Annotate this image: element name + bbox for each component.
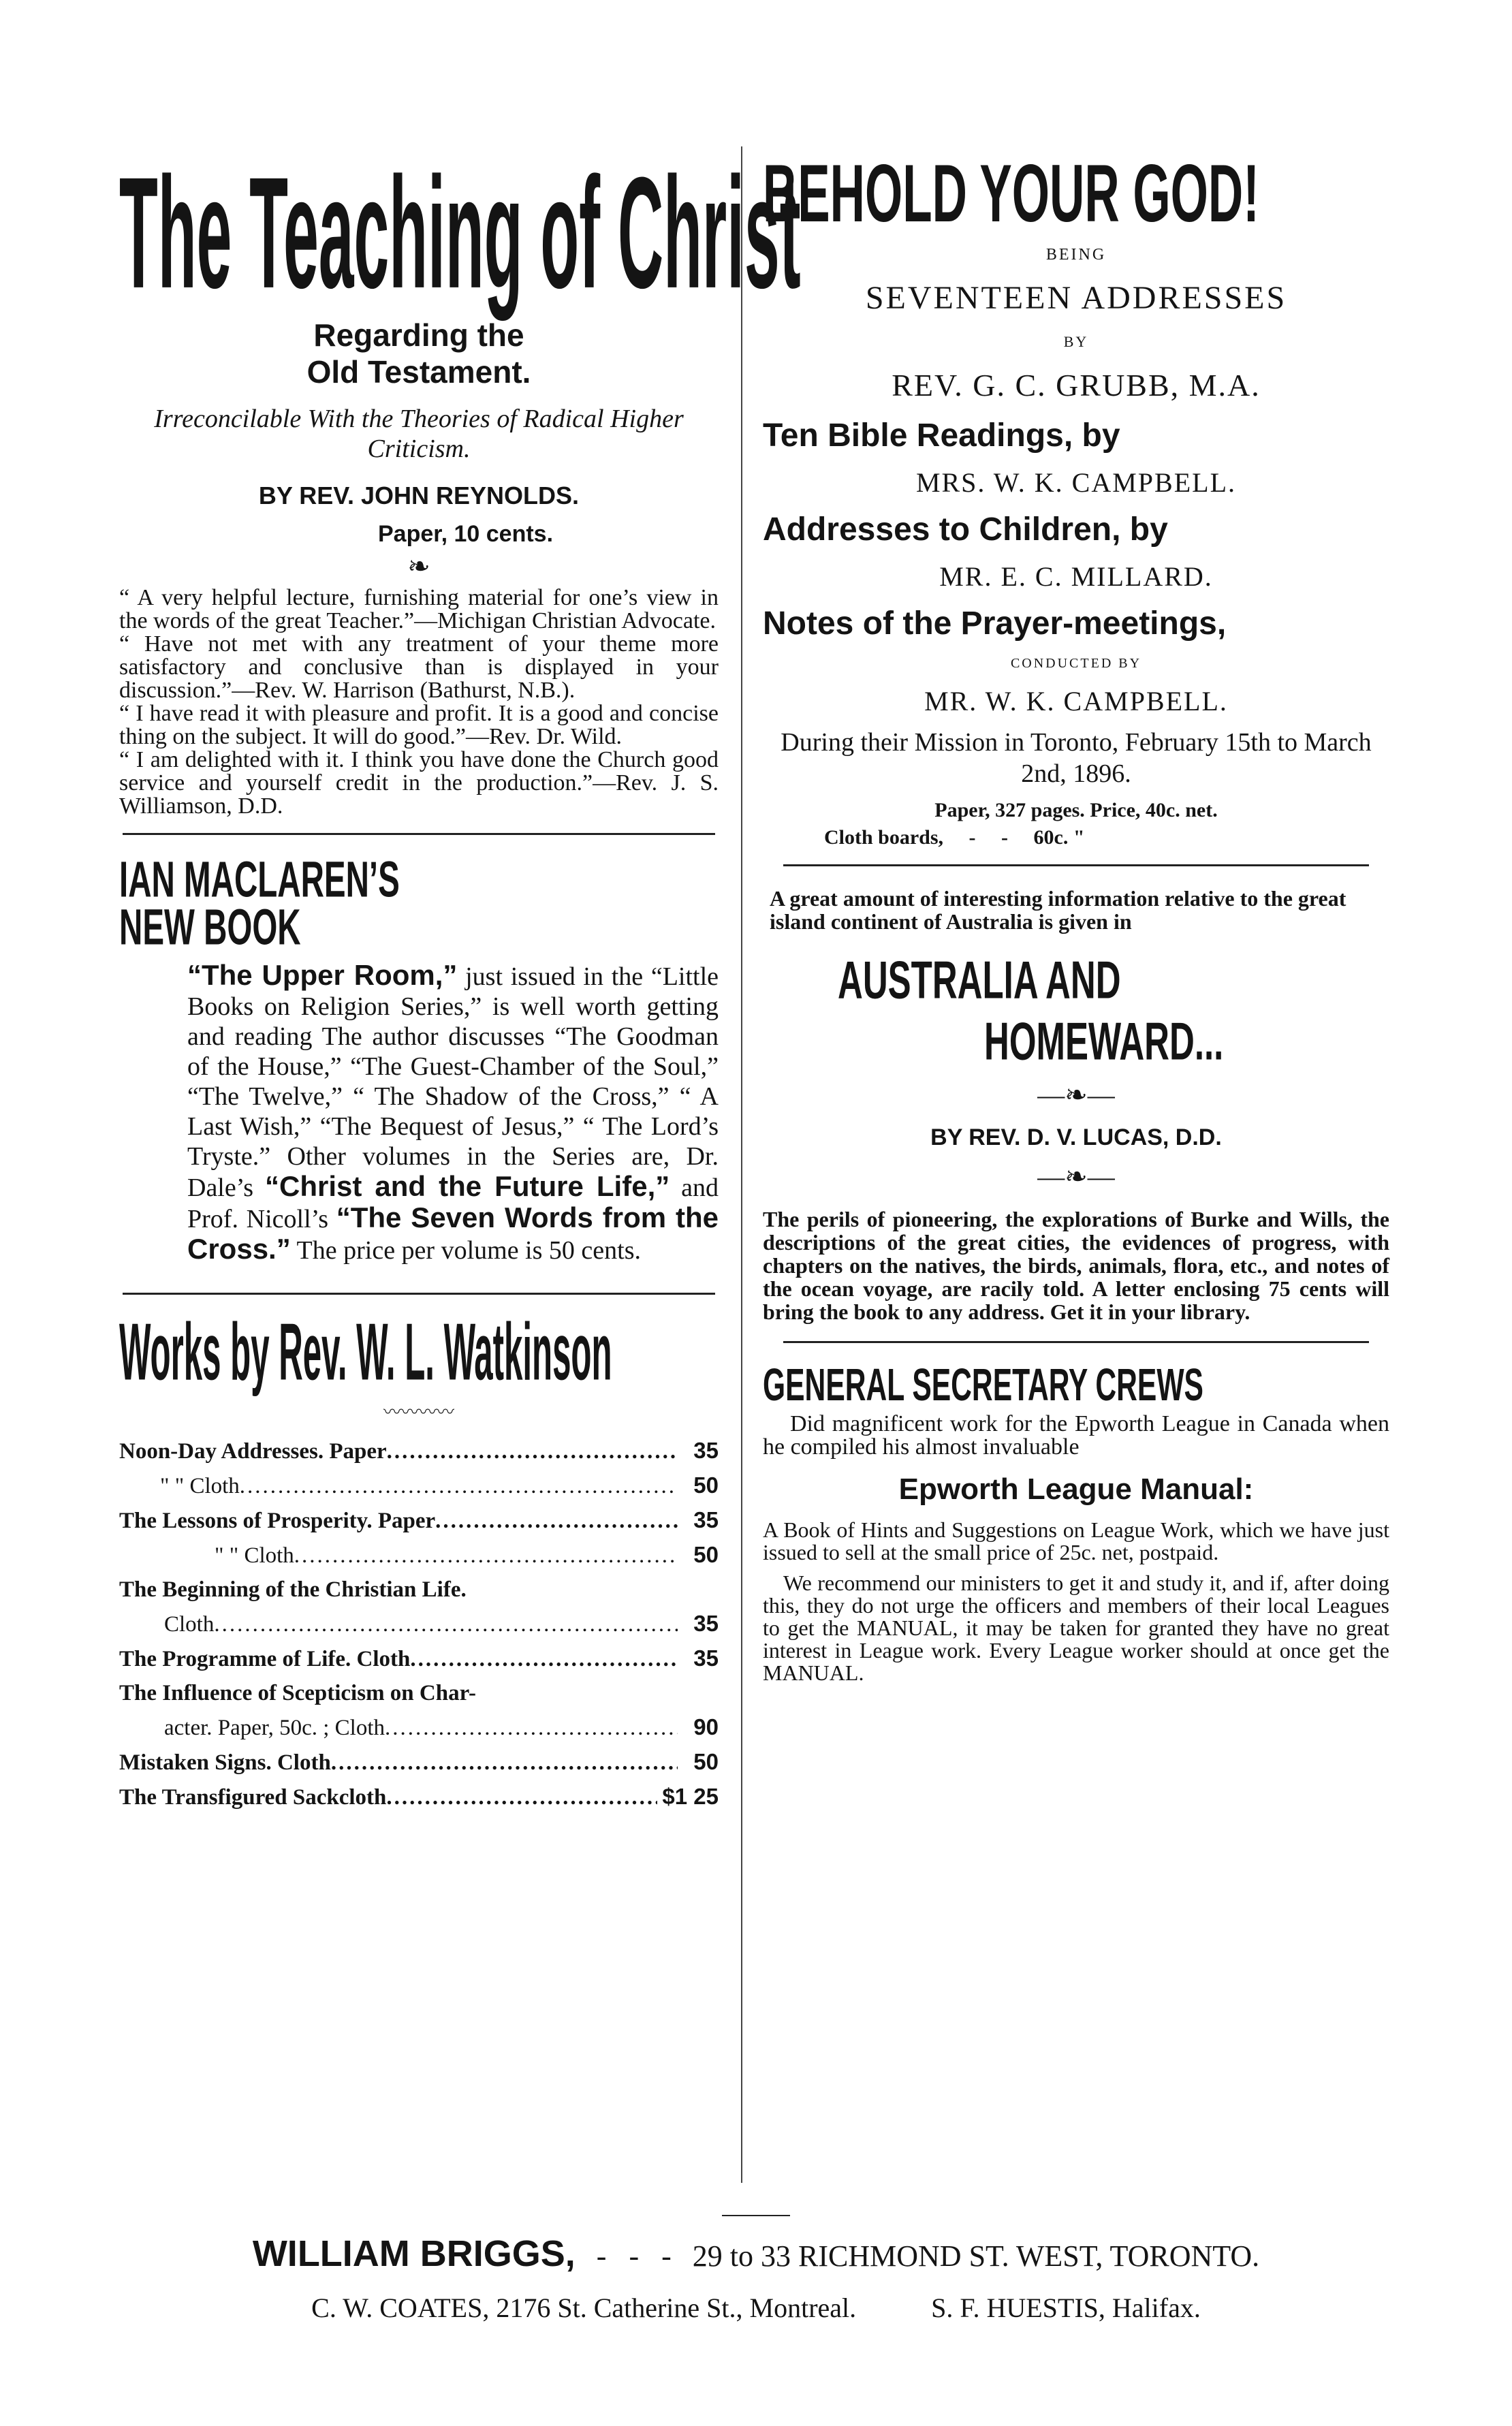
teaching-author: BY REV. JOHN REYNOLDS. bbox=[258, 482, 580, 509]
teaching-subtitle-1: Regarding the bbox=[313, 317, 524, 353]
manual-recommendation: We recommend our ministers to get it and study it, and if, after doing this, they do not urge the officers and members of their local Leagues to get the MANUAL, it may be taken for granted they have no great interest in League work. Every League worker should at once get the MANUAL. bbox=[763, 1571, 1389, 1685]
paper-price: Paper, 327 pages. Price, 40c. net. bbox=[934, 799, 1218, 821]
millard-name: MR. E. C. MILLARD. bbox=[939, 561, 1213, 592]
children-heading: Addresses to Children, by bbox=[763, 511, 1168, 548]
manual-title: Epworth League Manual: bbox=[898, 1472, 1254, 1506]
maclaren-text-2: and Prof. Nicoll’s bbox=[187, 1173, 719, 1233]
maclaren-body bbox=[187, 960, 719, 1265]
flourish-ornament-icon: 〰〰〰〰 bbox=[383, 1402, 454, 1422]
list-item: acter. Paper, 50c. ; Cloth ..... 90 bbox=[119, 1710, 719, 1745]
teaching-subtitle-2: Old Testament. bbox=[306, 354, 531, 390]
teaching-ad bbox=[119, 144, 801, 819]
mr-campbell: MR. W. K. CAMPBELL. bbox=[924, 686, 1228, 716]
section-rule bbox=[123, 1293, 715, 1295]
australia-ad bbox=[763, 887, 1389, 1323]
prayer-meetings-heading: Notes of the Prayer-meetings, bbox=[763, 605, 1227, 642]
australia-title-1: AUSTRALIA AND bbox=[838, 950, 1121, 1010]
list-item: " " Cloth ..... 50 bbox=[119, 1468, 719, 1503]
crews-intro: Did magnificent work for the Epworth League in Canada when he compiled his almost invaluable bbox=[763, 1411, 1389, 1460]
manual-description: A Book of Hints and Suggestions on League Work, which we have just issued to sell at the small price of 25c. net, postpaid. bbox=[763, 1517, 1389, 1564]
quote-harrison: “ Have not met with any treatment of your theme more satisfactory and conclusive than is displayed in your discussion.”—Rev. W. Harrison (Bathurst, N.B.). bbox=[119, 631, 719, 703]
watkinson-ad bbox=[119, 1307, 719, 1814]
leaf-ornament-icon: ❧ bbox=[407, 551, 430, 582]
maclaren-heading-1: IAN MACLAREN’S bbox=[119, 851, 400, 908]
australia-description: The perils of pioneering, the explorations of Burke and Wills, the descriptions of the great cities, the evidences of progress, with chapters on the natives, the birds, animals, flora, etc., and notes of the ocean voyage, are racily told. A letter enclosing 75 cents will bring the book to any address. Get it in your library. bbox=[763, 1207, 1389, 1324]
halifax-branch: S. F. HUESTIS, Halifax. bbox=[931, 2293, 1201, 2323]
australia-title-2: HOMEWARD... bbox=[984, 1011, 1224, 1071]
crews-ad bbox=[763, 1359, 1389, 1685]
list-item: Cloth ..... 35 bbox=[119, 1607, 719, 1641]
publisher-name: WILLIAM BRIGGS, bbox=[252, 2233, 576, 2274]
list-item: Noon-Day Addresses. Paper ..... 35 bbox=[119, 1434, 719, 1468]
grubb-name: REV. G. C. GRUBB, M.A. bbox=[892, 368, 1261, 403]
maclaren-ad bbox=[119, 851, 719, 1265]
christ-future-life-title: “Christ and the Future Life,” bbox=[264, 1170, 670, 1202]
mission-dates: During their Mission in Toronto, February 15th to March 2nd, 1896. bbox=[781, 728, 1372, 788]
leaf-ornament-icon: —❧— bbox=[1037, 1161, 1115, 1192]
leaf-ornament-icon: —❧— bbox=[1037, 1080, 1115, 1110]
list-item: " " Cloth ..... 50 bbox=[119, 1538, 719, 1573]
teaching-tagline: Irreconcilable With the Theories of Radical Higher Criticism. bbox=[154, 405, 684, 463]
lucas-author: BY REV. D. V. LUCAS, D.D. bbox=[930, 1124, 1222, 1150]
behold-title: BEHOLD YOUR GOD! bbox=[763, 148, 1259, 240]
list-item: The Lessons of Prosperity. Paper ..... 35 bbox=[119, 1503, 719, 1538]
being-label: BEING bbox=[1045, 246, 1107, 264]
montreal-branch: C. W. COATES, 2176 St. Catherine St., Montreal. bbox=[311, 2293, 857, 2323]
section-rule bbox=[123, 833, 715, 835]
watkinson-heading: Works by Rev. W. L. Watkinson bbox=[119, 1307, 612, 1398]
publisher-address: 29 to 33 RICHMOND ST. WEST, TORONTO. bbox=[692, 2239, 1260, 2273]
list-item: The Programme of Life. Cloth ..... 35 bbox=[119, 1641, 719, 1676]
behold-ad bbox=[763, 148, 1389, 849]
quote-michigan: “ A very helpful lecture, furnishing material for one’s view in the words of the great Teacher.”—Michigan Christian Advocate. bbox=[119, 585, 719, 633]
list-item: Mistaken Signs. Cloth ..... 50 bbox=[119, 1745, 719, 1780]
footer-dashes: - - - bbox=[596, 2239, 672, 2273]
bible-readings-heading: Ten Bible Readings, by bbox=[763, 418, 1120, 454]
quote-williamson: “ I am delighted with it. I think you have done the Church good service and yourself credit in the production.”—Rev. J. S. Williamson, D.D. bbox=[119, 747, 719, 819]
cloth-price: Cloth boards, - - 60c. " bbox=[824, 826, 1085, 849]
maclaren-heading-2: NEW BOOK bbox=[119, 898, 301, 956]
list-item: The Transfigured Sackcloth ..... $1 25 bbox=[119, 1780, 719, 1814]
maclaren-text-1: just issued in the “Little Books on Religion Series,” is well worth getting and reading The author discusses “The Goodman of the House,” “The Guest-Chamber of the Soul,” “The Twelve,” “ The Shadow of the Cross,” “ A Last Wish,” “The Bequest of Jesus,” “ The Lord’s Tryste.” Other volumes in the Series are, Dr. Dale’s bbox=[187, 962, 719, 1202]
seventeen-addresses: SEVENTEEN ADDRESSES bbox=[865, 280, 1287, 316]
works-list bbox=[119, 1434, 719, 1814]
quote-wild: “ I have read it with pleasure and profit. It is a good and concise thing on the subject. It will do good.”—Rev. Dr. Wild. bbox=[119, 701, 719, 749]
teaching-title: The Teaching of Christ bbox=[119, 144, 801, 321]
right-column bbox=[763, 148, 1389, 1685]
conducted-by-label: CONDUCTED BY bbox=[1010, 656, 1142, 671]
section-rule bbox=[783, 864, 1369, 866]
maclaren-text-3: The price per volume is 50 cents. bbox=[290, 1236, 641, 1265]
column-divider bbox=[741, 146, 742, 2183]
left-column bbox=[119, 144, 801, 1814]
seven-words-title: “The Seven Words from the Cross.” bbox=[187, 1201, 719, 1265]
list-item: The Influence of Scepticism on Char- bbox=[119, 1681, 477, 1705]
australia-intro: A great amount of interesting information relative to the great island continent of Australia is given in bbox=[770, 886, 1346, 934]
mrs-campbell: MRS. W. K. CAMPBELL. bbox=[915, 467, 1237, 498]
teaching-price: Paper, 10 cents. bbox=[378, 521, 554, 547]
branches-line bbox=[0, 2292, 1512, 2324]
publisher-line bbox=[0, 2233, 1512, 2275]
upper-room-title: “The Upper Room,” bbox=[187, 959, 458, 991]
by-label: BY bbox=[1063, 333, 1089, 350]
crews-heading: GENERAL SECRETARY CREWS bbox=[763, 1359, 1203, 1411]
section-rule bbox=[783, 1341, 1369, 1343]
list-item: The Beginning of the Christian Life. bbox=[119, 1577, 467, 1602]
footer-rule bbox=[722, 2215, 790, 2216]
